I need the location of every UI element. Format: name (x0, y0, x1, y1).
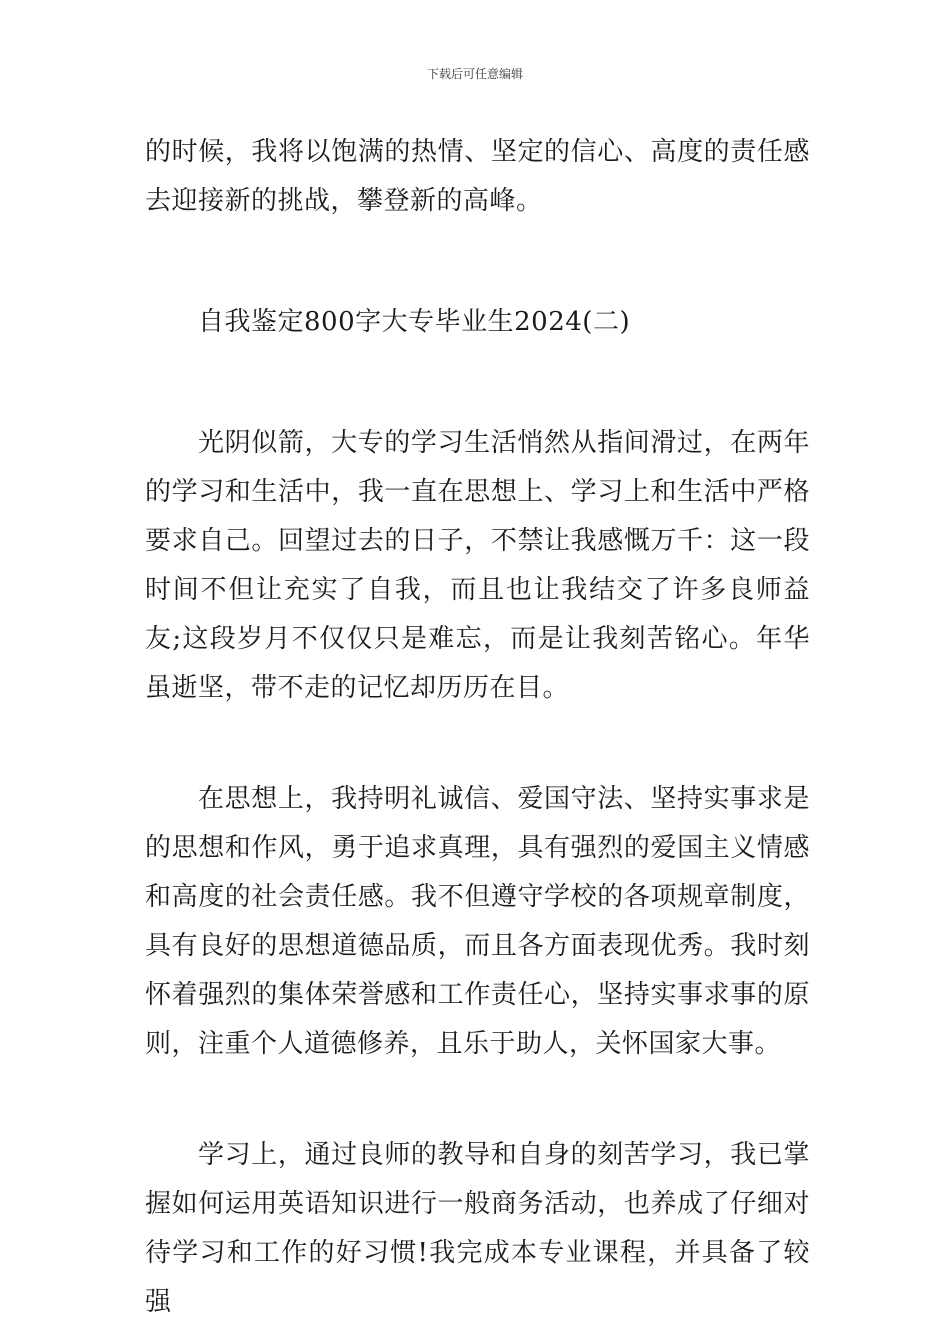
paragraph-study: 学习上，通过良师的教导和自身的刻苦学习，我已掌握如何运用英语知识进行一般商务活动，也养成了仔细对待学习和工作的好习惯!我完成本专业课程，并具备了较强 (145, 1140, 810, 1317)
section-title: 自我鉴定800字大专毕业生2024(二) (198, 307, 631, 337)
paragraph-intro: 光阴似箭，大专的学习生活悄然从指间滑过，在两年的学习和生活中，我一直在思想上、学习上和生活中严格要求自己。回望过去的日子，不禁让我感慨万千：这一段时间不但让充实了自我，而且也让我结交了许多良师益友;这段岁月不仅仅只是难忘，而是让我刻苦铭心。年华虽逝坚，带不走的记忆却历历在目。 (145, 428, 810, 703)
paragraph-thought: 在思想上，我持明礼诚信、爱国守法、坚持实事求是的思想和作风，勇于追求真理，具有强烈的爱国主义情感和高度的社会责任感。我不但遵守学校的各项规章制度，具有良好的思想道德品质，而且各方面表现优秀。我时刻怀着强烈的集体荣誉感和工作责任心，坚持实事求事的原则，注重个人道德修养，且乐于助人，关怀国家大事。 (145, 784, 810, 1059)
document-body (145, 128, 810, 1327)
paragraph-continuation: 的时候，我将以饱满的热情、坚定的信心、高度的责任感去迎接新的挑战，攀登新的高峰。 (145, 137, 810, 216)
page-header: 下载后可任意编辑 (426, 67, 523, 81)
